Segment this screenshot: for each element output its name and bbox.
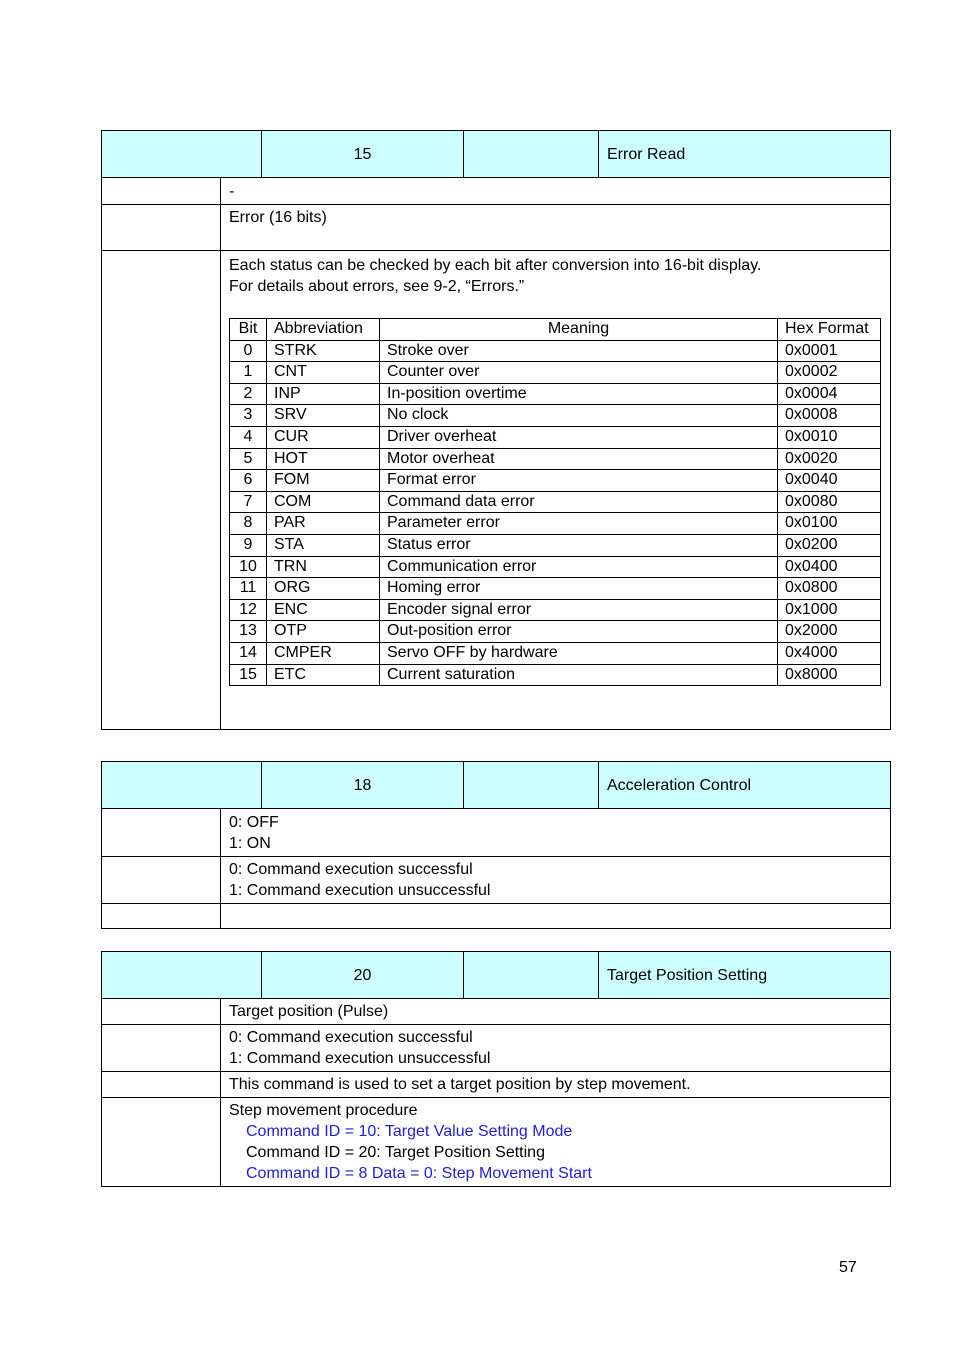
table-row <box>230 491 881 513</box>
cell-meaning: Stroke over <box>380 340 778 362</box>
table-row <box>230 599 881 621</box>
cell-meaning: Out-position error <box>380 621 778 643</box>
table-row <box>230 470 881 492</box>
header-label-cell <box>102 762 262 809</box>
cell-meaning: Homing error <box>380 578 778 600</box>
header-label-cell <box>464 762 599 809</box>
cell-abbreviation: INP <box>267 383 380 405</box>
row-label-cell <box>102 1098 221 1187</box>
cell-bit: 2 <box>230 383 267 405</box>
description-line: For details about errors, see 9-2, “Errors.” <box>229 278 525 295</box>
cell-abbreviation: STRK <box>267 340 380 362</box>
cell-abbreviation: OTP <box>267 621 380 643</box>
cell-hex-format: 0x1000 <box>778 599 881 621</box>
cell-hex-format: 0x2000 <box>778 621 881 643</box>
cell-bit: 10 <box>230 556 267 578</box>
cell-bit: 6 <box>230 470 267 492</box>
column-header-abbreviation: Abbreviation <box>267 319 380 341</box>
cell-hex-format: 0x0020 <box>778 448 881 470</box>
command-id: 15 <box>262 131 464 178</box>
table-row <box>230 405 881 427</box>
cell-abbreviation: CNT <box>267 362 380 384</box>
command-name: Target Position Setting <box>599 952 891 999</box>
response-row <box>102 1025 891 1072</box>
cell-meaning: Motor overheat <box>380 448 778 470</box>
data-row <box>102 999 891 1025</box>
command-20-table <box>101 951 891 1187</box>
response-value <box>221 857 891 904</box>
response-line: 0: Command execution successful <box>229 1029 473 1046</box>
data-value <box>221 809 891 857</box>
column-header-meaning: Meaning <box>380 319 778 341</box>
response-row <box>102 857 891 904</box>
cell-hex-format: 0x0100 <box>778 513 881 535</box>
description-line: Each status can be checked by each bit after conversion into 16-bit display. <box>229 257 762 274</box>
cell-bit: 12 <box>230 599 267 621</box>
cell-abbreviation: CUR <box>267 426 380 448</box>
procedure-row <box>102 1098 891 1187</box>
cell-abbreviation: HOT <box>267 448 380 470</box>
cell-bit: 15 <box>230 664 267 686</box>
cell-bit: 11 <box>230 578 267 600</box>
description-row <box>102 251 891 730</box>
command-header <box>102 131 891 178</box>
response-value <box>221 1025 891 1072</box>
column-header-bit: Bit <box>230 319 267 341</box>
row-label-cell <box>102 904 221 929</box>
data-value: Target position (Pulse) <box>221 999 891 1025</box>
row-label-cell <box>102 999 221 1025</box>
cell-bit: 8 <box>230 513 267 535</box>
data-line: 0: OFF <box>229 813 279 831</box>
cell-hex-format: 0x0010 <box>778 426 881 448</box>
table-row <box>230 513 881 535</box>
description-row <box>102 904 891 929</box>
command-id: 20 <box>262 952 464 999</box>
table-row <box>230 340 881 362</box>
cell-bit: 9 <box>230 534 267 556</box>
cell-hex-format: 0x4000 <box>778 642 881 664</box>
procedure-step: Command ID = 8 Data = 0: Step Movement Start <box>246 1165 592 1182</box>
cell-meaning: No clock <box>380 405 778 427</box>
row-label-cell <box>102 1025 221 1072</box>
description-cell <box>221 904 891 929</box>
cell-hex-format: 0x0080 <box>778 491 881 513</box>
response-value: Error (16 bits) <box>221 205 891 251</box>
table-row <box>230 664 881 686</box>
cell-hex-format: 0x0200 <box>778 534 881 556</box>
cell-abbreviation: CMPER <box>267 642 380 664</box>
command-18-table <box>101 761 891 929</box>
cell-bit: 13 <box>230 621 267 643</box>
cell-meaning: Driver overheat <box>380 426 778 448</box>
command-header <box>102 952 891 999</box>
table-header-row <box>230 319 881 341</box>
row-label-cell <box>102 1072 221 1098</box>
table-row <box>230 362 881 384</box>
row-label-cell <box>102 857 221 904</box>
cell-hex-format: 0x0004 <box>778 383 881 405</box>
description-row <box>102 1072 891 1098</box>
command-id: 18 <box>262 762 464 809</box>
response-line: 1: Command execution unsuccessful <box>229 882 491 899</box>
cell-bit: 5 <box>230 448 267 470</box>
data-value: - <box>221 178 891 205</box>
cell-abbreviation: COM <box>267 491 380 513</box>
cell-bit: 1 <box>230 362 267 384</box>
table-row <box>230 534 881 556</box>
cell-meaning: Current saturation <box>380 664 778 686</box>
cell-bit: 3 <box>230 405 267 427</box>
table-row <box>230 426 881 448</box>
header-label-cell <box>102 131 262 178</box>
cell-hex-format: 0x0008 <box>778 405 881 427</box>
header-label-cell <box>102 952 262 999</box>
cell-meaning: Parameter error <box>380 513 778 535</box>
cell-meaning: Communication error <box>380 556 778 578</box>
header-label-cell <box>464 131 599 178</box>
table-row <box>230 642 881 664</box>
procedure-step: Command ID = 20: Target Position Setting <box>246 1144 545 1161</box>
command-header <box>102 762 891 809</box>
data-line: 1: ON <box>229 834 271 852</box>
row-label-cell <box>102 178 221 205</box>
table-row <box>230 448 881 470</box>
table-row <box>230 383 881 405</box>
cell-meaning: Counter over <box>380 362 778 384</box>
description-cell <box>221 251 891 730</box>
cell-hex-format: 0x0001 <box>778 340 881 362</box>
cell-hex-format: 0x0002 <box>778 362 881 384</box>
cell-abbreviation: TRN <box>267 556 380 578</box>
response-line: 0: Command execution successful <box>229 861 473 878</box>
command-name: Error Read <box>599 131 891 178</box>
cell-abbreviation: FOM <box>267 470 380 492</box>
row-label-cell <box>102 205 221 251</box>
cell-abbreviation: ENC <box>267 599 380 621</box>
response-line: 1: Command execution unsuccessful <box>229 1050 491 1067</box>
cell-meaning: Encoder signal error <box>380 599 778 621</box>
page-number: 57 <box>839 1259 857 1276</box>
table-row <box>230 578 881 600</box>
data-row <box>102 178 891 205</box>
cell-hex-format: 0x0800 <box>778 578 881 600</box>
cell-abbreviation: PAR <box>267 513 380 535</box>
data-row <box>102 809 891 857</box>
cell-abbreviation: ETC <box>267 664 380 686</box>
procedure-cell <box>221 1098 891 1187</box>
table-row <box>230 621 881 643</box>
header-label-cell <box>464 952 599 999</box>
error-bits-table <box>229 318 881 686</box>
command-15-table <box>101 130 891 730</box>
cell-abbreviation: STA <box>267 534 380 556</box>
procedure-title: Step movement procedure <box>229 1102 418 1119</box>
cell-meaning: In-position overtime <box>380 383 778 405</box>
row-label-cell <box>102 809 221 857</box>
cell-hex-format: 0x0040 <box>778 470 881 492</box>
description-value: This command is used to set a target position by step movement. <box>221 1072 891 1098</box>
cell-meaning: Format error <box>380 470 778 492</box>
cell-meaning: Status error <box>380 534 778 556</box>
cell-hex-format: 0x0400 <box>778 556 881 578</box>
column-header-hex-format: Hex Format <box>778 319 881 341</box>
cell-bit: 14 <box>230 642 267 664</box>
cell-meaning: Servo OFF by hardware <box>380 642 778 664</box>
cell-abbreviation: SRV <box>267 405 380 427</box>
procedure-step: Command ID = 10: Target Value Setting Mode <box>246 1123 573 1140</box>
cell-bit: 0 <box>230 340 267 362</box>
command-name: Acceleration Control <box>599 762 891 809</box>
cell-meaning: Command data error <box>380 491 778 513</box>
response-row <box>102 205 891 251</box>
table-row <box>230 556 881 578</box>
cell-abbreviation: ORG <box>267 578 380 600</box>
row-label-cell <box>102 251 221 730</box>
cell-bit: 7 <box>230 491 267 513</box>
cell-hex-format: 0x8000 <box>778 664 881 686</box>
cell-bit: 4 <box>230 426 267 448</box>
